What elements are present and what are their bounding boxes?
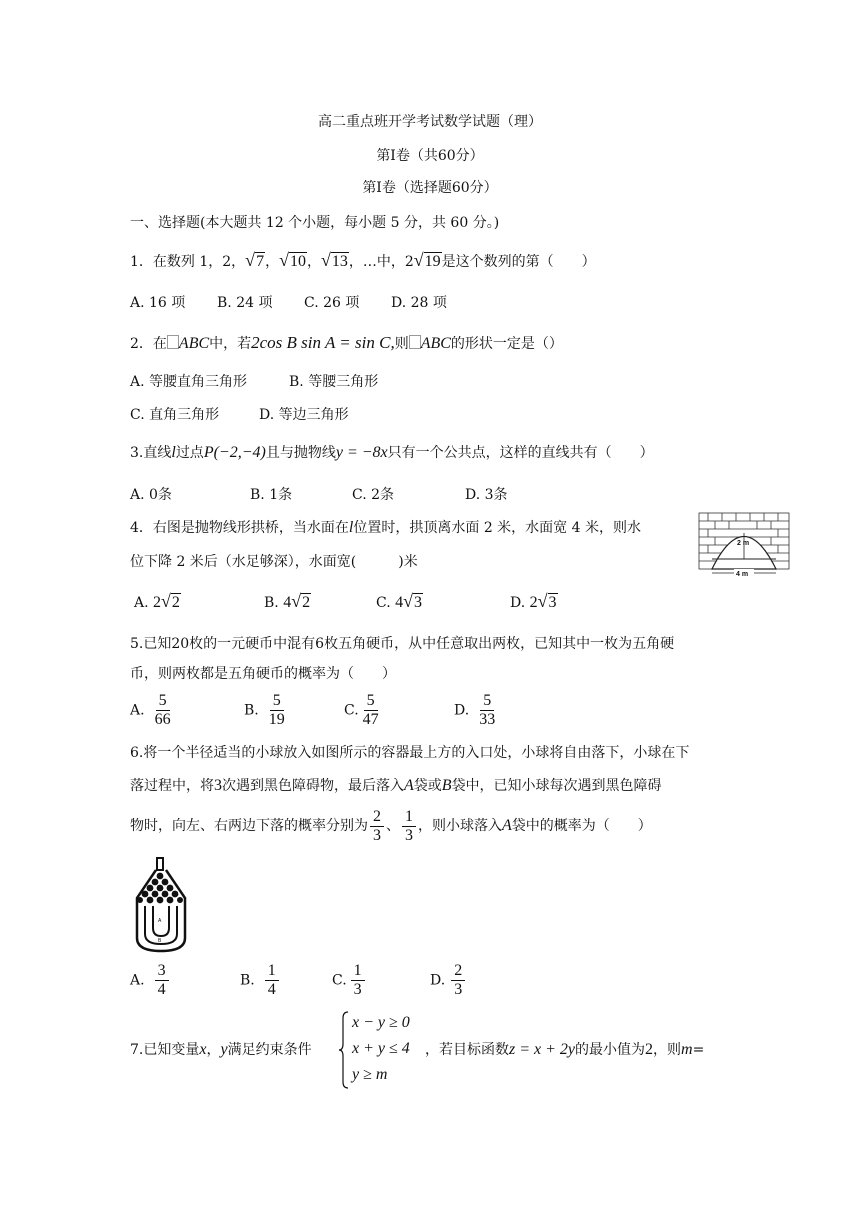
q5-option-c: C. $\frac{5}{47}$	[344, 692, 379, 728]
arch-bridge-figure	[698, 512, 790, 578]
volume-subtitle: 第Ⅰ卷（选择题60分）	[362, 180, 498, 196]
section-heading: 一、选择题(本大题共 12 个小题，每小题 5 分，共 60 分。)	[130, 215, 500, 231]
exam-title: 高二重点班开学考试数学试题（理）	[318, 114, 542, 130]
q5-option-d: D. $\frac{5}{33}$	[454, 692, 496, 728]
constraint-brace-icon	[338, 1010, 350, 1090]
q1-prefix: 1．在数列 1，2，	[130, 254, 246, 270]
q4-option-b: B. 4√2	[264, 591, 311, 611]
constraint-1: x − y ≥ 0	[352, 1014, 410, 1031]
q1-sqrt-4: √19	[413, 250, 441, 270]
q1-sqrt-2: √10	[279, 250, 306, 270]
q1-suffix: 是这个数列的第（ ）	[441, 254, 596, 270]
bag-b-label: B	[158, 938, 162, 944]
q1-option-a: A. 16 项	[130, 295, 186, 311]
q1-option-b: B. 24 项	[217, 295, 273, 311]
question-4-line-1: 4．右图是抛物线形拱桥，当水面在l位置时，拱顶离水面 2 米，水面宽 4 米，则水	[130, 519, 641, 536]
question-4-line-2: 位下降 2 米后（水足够深），水面宽( )米	[130, 554, 418, 570]
triangle-symbol-icon	[409, 335, 421, 349]
q6-option-a: A. $\frac{3}{4}$	[130, 962, 171, 999]
bag-a-label: A	[158, 918, 162, 924]
volume-title: 第Ⅰ卷（共60分）	[376, 148, 484, 164]
q2-equation: 2cos B sin A = sin C,	[251, 333, 395, 352]
constraint-3: y ≥ m	[352, 1066, 388, 1083]
question-5-line-2: 币，则两枚都是五角硬币的概率为（ ）	[130, 666, 396, 682]
q2-option-d: D. 等边三角形	[259, 407, 349, 423]
question-5-line-1: 5.已知20枚的一元硬币中混有6枚五角硬币，从中任意取出两枚，已知其中一枚为五角硬	[130, 636, 675, 652]
q1-mid: ，…中，2	[348, 254, 414, 270]
constraint-2: x + y ≤ 4	[352, 1040, 410, 1057]
q3-option-d: D. 3条	[465, 487, 508, 503]
question-6-line-2: 落过程中，将3次遇到黑色障碍物，最后落入A袋或B袋中，已知小球每次遇到黑色障碍	[130, 777, 662, 794]
q1-option-c: C. 26 项	[304, 295, 360, 311]
q1-option-d: D. 28 项	[391, 295, 447, 311]
q3-point: P(−2,−4)	[203, 444, 266, 461]
question-7-stem-left: 7.已知变量x，y满足约束条件	[130, 1041, 312, 1058]
question-2-stem: 2．在 ABC中，若2cos B sin A = sin C,则 ABC的形状一定是（）	[130, 333, 563, 352]
q6-option-b: B. $\frac{1}{4}$	[240, 962, 281, 999]
q5-option-b: B. $\frac{5}{19}$	[244, 692, 285, 728]
q1-sqrt-3: √13	[320, 250, 348, 270]
q3-option-b: B. 1条	[250, 487, 293, 503]
q2-option-c: C. 直角三角形	[130, 407, 220, 423]
q3-option-c: C. 2条	[352, 487, 395, 503]
arch-width-label: 4 m	[736, 571, 749, 578]
q2-option-b: B. 等腰三角形	[289, 374, 379, 390]
q4-option-c: C. 4√3	[376, 591, 423, 611]
arch-height-label: 2 m	[737, 540, 750, 547]
question-3-stem: 3.直线l过点P(−2,−4)且与抛物线y = −8x只有一个公共点，这样的直线共有（ ）	[130, 444, 654, 461]
question-7-stem-right: ，若目标函数z = x + 2y的最小值为2，则m=	[425, 1041, 705, 1058]
question-6-line-1: 6.将一个半径适当的小球放入如图所示的容器最上方的入口处，小球将自由落下，小球在下	[130, 745, 690, 761]
q1-sqrt-1: √7	[245, 250, 265, 270]
q2-option-a: A. 等腰直角三角形	[130, 374, 248, 390]
q4-option-a: A. 2√2	[134, 591, 180, 611]
q6-option-d: D. $\frac{2}{3}$	[430, 962, 467, 999]
question-6-line-3: 物时，向左、右两边下落的概率分别为 $\frac{2}{3}$ 、 $\frac{1}{3}$ ，则小球落入A袋中的概率为（ ）	[130, 807, 652, 844]
ball-drop-container-figure	[132, 856, 190, 954]
triangle-symbol-icon	[167, 335, 179, 349]
question-1-stem: 1．在数列 1，2，√7，√10，√13，…中，2√19是这个数列的第（ ）	[130, 250, 596, 270]
q3-parabola: y = −8x	[335, 444, 388, 461]
q4-option-d: D. 2√3	[510, 591, 557, 611]
q5-option-a: A. $\frac{5}{66}$	[130, 692, 171, 728]
q3-option-a: A. 0条	[130, 487, 172, 503]
q6-option-c: C. $\frac{1}{3}$	[332, 962, 367, 999]
